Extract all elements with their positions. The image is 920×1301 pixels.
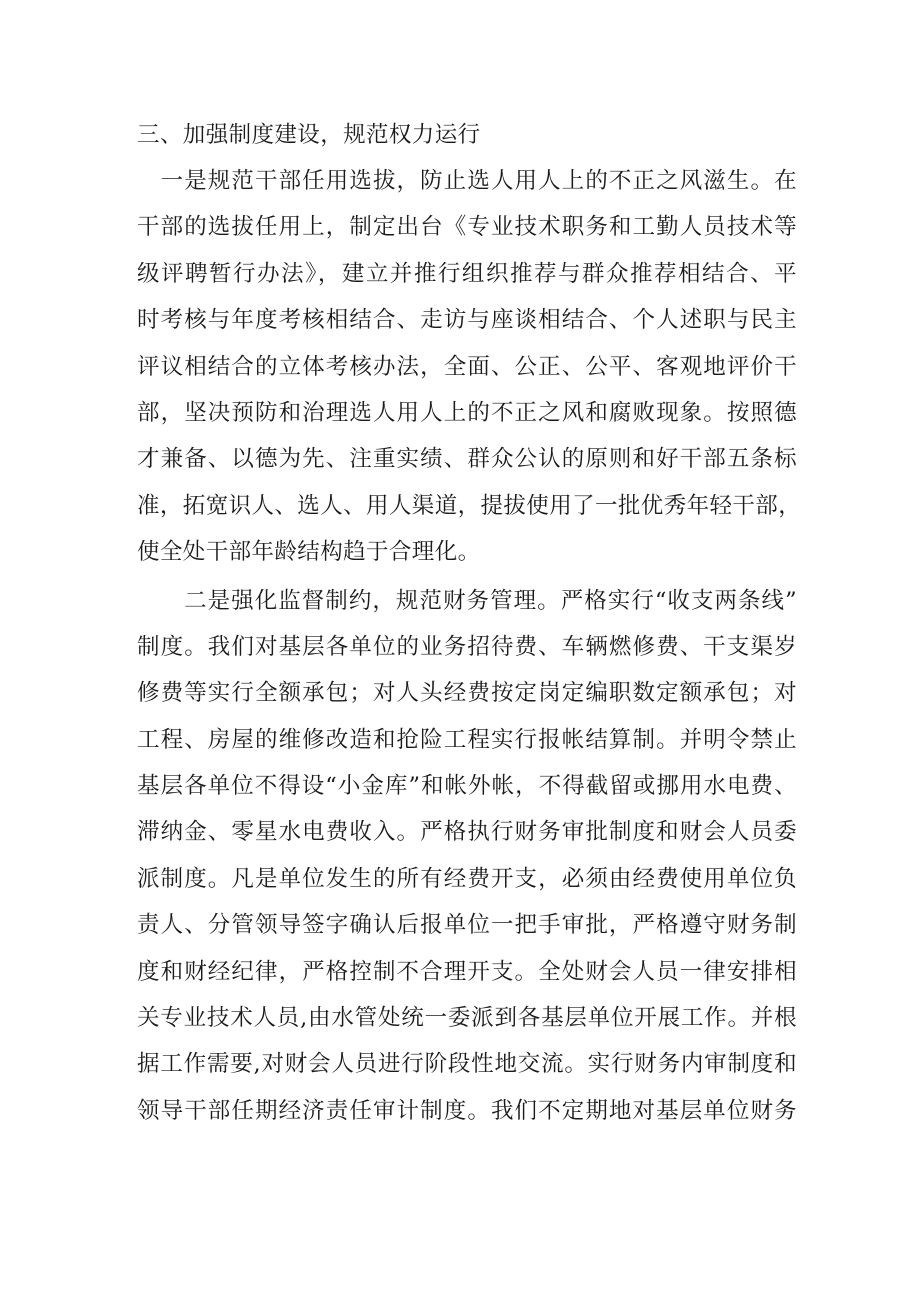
paragraph-line: 据工作需要,对财会人员进行阶段性地交流。实行财务内审制度和	[137, 1051, 797, 1078]
paragraph-line: 关专业技术人员,由水管处统一委派到各基层单位开展工作。并根	[137, 1005, 797, 1032]
paragraph-line: 滞纳金、零星水电费收入。严格执行财务审批制度和财会人员委	[137, 819, 797, 846]
paragraph-line: 级评聘暂行办法》，建立并推行组织推荐与群众推荐相结合、平	[137, 260, 797, 287]
section-heading: 三、加强制度建设，规范权力运行	[137, 122, 481, 148]
paragraph-line: 工程、房屋的维修改造和抢险工程实行报帐结算制。并明令禁止	[137, 726, 797, 753]
paragraph-line: 派制度。凡是单位发生的所有经费开支，必须由经费使用单位负	[137, 865, 797, 892]
paragraph-line: 制度。我们对基层各单位的业务招待费、车辆燃修费、干支渠岁	[137, 633, 797, 660]
paragraph-2	[137, 578, 797, 1135]
paragraph-line: 干部的选拔任用上，制定出台《专业技术职务和工勤人员技术等	[137, 214, 797, 241]
paragraph-line: 修费等实行全额承包；对人头经费按定岗定编职数定额承包；对	[137, 680, 797, 707]
paragraph-line: 准，拓宽识人、选人、用人渠道，提拔使用了一批优秀年轻干部，	[137, 492, 802, 519]
paragraph-line: 时考核与年度考核相结合、走访与座谈相结合、个人述职与民主	[137, 307, 797, 334]
paragraph-line: 责人、分管领导签字确认后报单位一把手审批，严格遵守财务制	[137, 912, 797, 939]
document-body	[137, 112, 802, 1134]
paragraph-line: 一是规范干部任用选拔，防止选人用人上的不正之风滋生。在	[137, 168, 797, 194]
paragraph-line: 使全处干部年龄结构趋于合理化。	[137, 539, 481, 566]
paragraph-line: 基层各单位不得设“小金库”和帐外帐，不得截留或挪用水电费、	[137, 773, 797, 800]
paragraph-line: 二是强化监督制约，规范财务管理。严格实行“收支两条线”	[137, 587, 797, 614]
paragraph-1	[137, 158, 802, 576]
paragraph-line: 领导干部任期经济责任审计制度。我们不定期地对基层单位财务	[137, 1097, 797, 1124]
paragraph-line: 部，坚决预防和治理选人用人上的不正之风和腐败现象。按照德	[137, 399, 797, 426]
paragraph-line: 度和财经纪律，严格控制不合理开支。全处财会人员一律安排相	[137, 958, 797, 985]
paragraph-line: 评议相结合的立体考核办法，全面、公正、公平、客观地评价干	[137, 353, 797, 380]
paragraph-line: 才兼备、以德为先、注重实绩、群众公认的原则和好干部五条标	[137, 446, 797, 473]
